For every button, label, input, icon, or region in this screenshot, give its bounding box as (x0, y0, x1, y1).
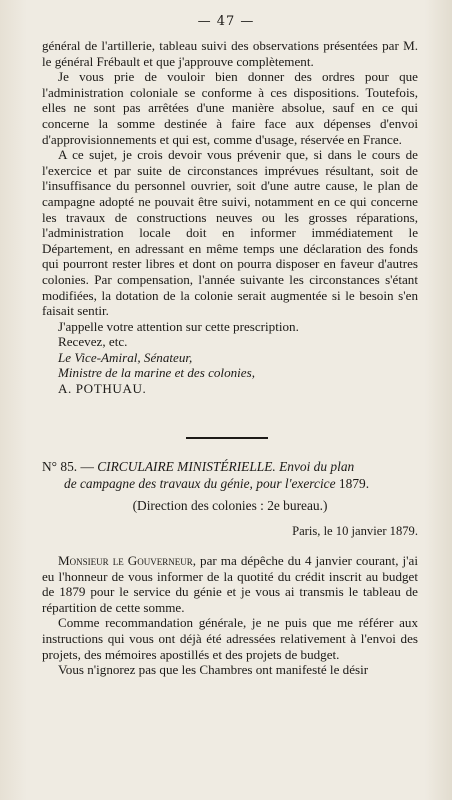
signature-name: A. POTHUAU. (58, 381, 147, 397)
direction-line: (Direction des colonies : 2e bureau.) (132, 498, 328, 513)
paragraph-text: , par ma dépêche du 4 janvier courant, j'ai eu l'honneur de vous informer de la quotité du crédit inscrit au budget de 1879 pour le service du génie et je vous ai transmis le tableau de répartition de cette somme. (42, 553, 418, 615)
paragraph: Je vous prie de vouloir bien donner des ordres pour que l'administration coloniale se conforme à ces dispositions. Toutefois, elles ne sont pas arrêtées d'une manière absolue, sauf en ce qui concerne la somme destinée à faire face aux dépenses d'envoi d'approvisionnements et qui est, comme d'usage, réservée en France. (42, 69, 418, 147)
title-dash: — (77, 459, 98, 474)
dateline: Paris, le 10 janvier 1879. (292, 524, 418, 538)
circular-title: CIRCULAIRE MINISTÉRIELLE. (97, 459, 276, 474)
closing-line: Recevez, etc. (58, 334, 128, 350)
salutation: Monsieur le Gouverneur (58, 553, 193, 568)
paragraph (42, 553, 418, 615)
circular-subtitle-a: Envoi du plan (275, 459, 355, 474)
paragraph: Vous n'ignorez pas que les Chambres ont manifesté le désir (58, 662, 369, 678)
letter-body-bottom (42, 553, 418, 678)
circular-heading (42, 458, 418, 540)
circular-title-line (42, 458, 418, 475)
letter-body-top (42, 38, 418, 397)
page-number: — 47 — (197, 14, 255, 29)
circular-subtitle-line (42, 475, 418, 492)
paragraph: général de l'artillerie, tableau suivi des observations présentées par M. le général Frébault et que j'approuve complètement. (42, 38, 418, 69)
paragraph: J'appelle votre attention sur cette prescription. (58, 318, 299, 334)
section-divider (186, 437, 268, 439)
signature-title: Le Vice-Amiral, Sénateur, (58, 349, 193, 365)
paragraph: A ce sujet, je crois devoir vous prévenir que, si dans le cours de l'exercice et par suite de circonstances imprévues résultant, soit de l'insuffisance du personnel ouvrier, soit d'une autre cause, le plan de campagne adopté ne pouvait être suivi, notamment en ce qui concerne les travaux de constructions neuves ou les grosses réparations, l'administration locale doit en informer immédiatement le Département, en adressant en même temps une déclaration des fonds qui pourront rester libres et dont on pourra disposer en faveur d'autres colonies. Par compensation, l'année suivante les circonstances s'étant modifiées, la dotation de la colonie serait augmentée si le besoin s'en faisait sentir. (42, 147, 418, 319)
circular-year: 1879. (338, 476, 370, 491)
paragraph: Comme recommandation générale, je ne puis que me référer aux instructions qui vous ont déjà été adressées relativement à l'envoi des projets, des mémoires apostillés et des projets de budget. (42, 615, 418, 662)
circular-subtitle-b: de campagne des travaux du génie, pour l'exercice (64, 476, 339, 491)
circular-number: N° 85. (42, 459, 78, 474)
signature-office: Ministre de la marine et des colonies, (58, 365, 255, 381)
